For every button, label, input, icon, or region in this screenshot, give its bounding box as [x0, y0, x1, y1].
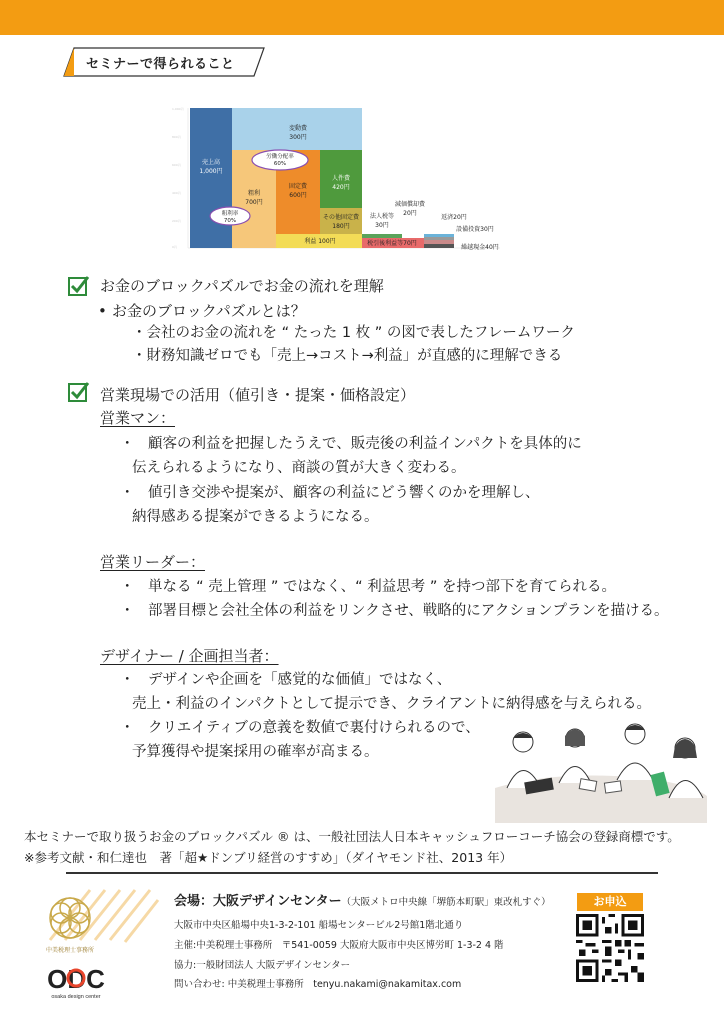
- label-profit: 利益 100円: [304, 238, 336, 245]
- label-capex: 設備投資30円: [456, 226, 494, 233]
- label-depr-1: 減価償却費: [394, 201, 426, 208]
- svg-text:200円: 200円: [172, 219, 181, 223]
- section-heading: [60, 46, 265, 76]
- label-other-1: その他固定費: [322, 214, 360, 221]
- svg-text:0円: 0円: [172, 245, 177, 249]
- label-repay: 返済20円: [441, 214, 467, 221]
- bubble-labor-ratio-label: 労働分配率: [266, 154, 294, 160]
- check1-sub: お金のブロックパズルとは？: [112, 302, 306, 320]
- meeting-illustration: [485, 718, 710, 823]
- label-depr-2: 20円: [403, 210, 417, 217]
- apply-button[interactable]: お申込: [577, 893, 643, 911]
- checkbox-icon: [68, 275, 90, 297]
- label-tax-1: 法人税等: [369, 213, 395, 220]
- label-sales-1: 売上高: [201, 159, 221, 166]
- bubble-labor-ratio: [252, 150, 308, 170]
- bullet: ・: [120, 672, 135, 688]
- label-variable-1: 変動費: [288, 125, 308, 132]
- top-accent-bar: [0, 0, 724, 35]
- svg-text:400円: 400円: [172, 191, 181, 195]
- label-tax-2: 30円: [375, 222, 389, 229]
- bubble-gross-ratio-value: 70%: [223, 218, 237, 224]
- designer-item-1-a: デザインや企画を「感覚的な価値」ではなく、: [148, 672, 452, 688]
- block-repay: [424, 237, 454, 240]
- logo-org-name: 中美税理士事務所: [45, 947, 95, 954]
- sales-item-2-b: 納得感ある提案ができるようになる。: [132, 509, 379, 525]
- designer-item-2-a: クリエイティブの意義を数値で裏付けられるので、: [148, 720, 480, 736]
- bullet: ・: [120, 485, 135, 501]
- leader-item-1: 単なる “ 売上管理 ” ではなく、“ 利益思考 ” を持つ部下を育てられる。: [148, 579, 617, 595]
- label-labor-1: 人件費: [331, 175, 351, 182]
- label-gross-1: 粗利: [247, 190, 261, 197]
- group-sales-title: 営業マン：: [100, 409, 176, 427]
- designer-item-2-b: 予算獲得や提案採用の確率が高まる。: [132, 744, 379, 760]
- check1-heading: お金のブロックパズルでお金の流れを理解: [100, 277, 384, 295]
- label-variable-2: 300円: [289, 134, 307, 141]
- block-other-fixed: [320, 208, 362, 234]
- check1-item-2: ・財務知識ゼロでも「売上→コスト→利益」が直感的に理解できる: [132, 348, 563, 364]
- label-after-tax: 税引後利益等70円: [367, 240, 417, 247]
- block-depreciation: [424, 234, 454, 237]
- venue-access: （大阪メトロ中央線「堺筋本町駅」東改札すぐ）: [341, 897, 551, 908]
- sales-item-2-a: 値引き交渉や提案が、顧客の利益にどう響くのかを理解し、: [148, 485, 540, 501]
- bullet: ・: [120, 720, 135, 736]
- footer-logos: [30, 880, 160, 1016]
- check2-heading: 営業現場での活用（値引き・提案・価格設定）: [100, 386, 416, 404]
- label-sales-2: 1,000円: [199, 168, 223, 175]
- label-other-2: 180円: [332, 223, 350, 230]
- contact-info: 問い合わせ: 中美税理士事務所 tenyu.nakami@nakamitax.com: [174, 979, 462, 990]
- bullet: ・: [120, 436, 135, 452]
- group-designer-title: デザイナー / 企画担当者：: [100, 647, 279, 665]
- checkbox-icon: [68, 381, 90, 403]
- group-leader-title: 営業リーダー：: [100, 553, 206, 571]
- label-labor-2: 420円: [332, 184, 350, 191]
- trademark-note: 本セミナーで取り扱うお金のブロックパズル ® は、一般社団法人日本キャッシュフローコーチ協会の登録商標です。: [24, 829, 680, 844]
- bullet: ・: [120, 603, 135, 619]
- check1-item-1: ・会社のお金の流れを “ たった 1 枚 ” の図で表したフレームワーク: [132, 325, 575, 341]
- leader-item-2: 部署目標と会社全体の利益をリンクさせ、戦略的にアクションプランを描ける。: [148, 603, 669, 619]
- sales-item-1-b: 伝えられるようになり、商談の質が大きく変わる。: [132, 460, 466, 476]
- host-info: 主催:中美税理士事務所 〒541-0059 大阪府大阪市中央区博労町 1-3-2 4 階: [174, 940, 504, 951]
- qr-code-icon[interactable]: [576, 914, 644, 982]
- venue-label: 会場：大阪デザインセンター: [174, 894, 342, 909]
- designer-item-1-b: 売上・利益のインパクトとして提示でき、クライアントに納得感を与えられる。: [132, 696, 651, 712]
- block-carry: [424, 244, 454, 248]
- bubble-gross-ratio-label: 粗利率: [221, 211, 239, 217]
- block-sales: [190, 108, 232, 248]
- reference-note: ※参考文献・和仁達也 著「超★ドンブリ経営のすすめ」（ダイヤモンド社、2013 年）: [24, 850, 513, 865]
- label-gross-2: 700円: [245, 199, 263, 206]
- section-title: セミナーで得られること: [86, 57, 235, 72]
- odc-logo-text: ODC: [47, 964, 105, 994]
- svg-text:1,000円: 1,000円: [172, 107, 184, 111]
- venue-address: 大阪市中央区船場中央1-3-2-101 船場センタービル2号館1階北通り: [174, 920, 464, 931]
- sales-item-1-a: 顧客の利益を把握したうえで、販売後の利益インパクトを具体的に: [148, 436, 582, 452]
- svg-text:800円: 800円: [172, 135, 181, 139]
- bubble-gross-ratio: [210, 207, 250, 225]
- footer-divider: [66, 872, 658, 874]
- check1-sub-dot: •: [98, 302, 107, 320]
- block-capex: [424, 240, 454, 244]
- bubble-labor-ratio-value: 60%: [273, 161, 287, 167]
- odc-logo-sub: osaka design center: [51, 994, 101, 1000]
- label-fixed-1: 固定費: [288, 183, 308, 190]
- coop-info: 協力:一般財団法人 大阪デザインセンター: [174, 960, 351, 971]
- svg-text:600円: 600円: [172, 163, 181, 167]
- label-carry: 繰越現金40円: [461, 244, 499, 251]
- block-puzzle-figure: [170, 100, 510, 260]
- venue-title: [174, 890, 551, 909]
- label-fixed-2: 600円: [289, 192, 307, 199]
- block-tax: [362, 234, 402, 238]
- bullet: ・: [120, 579, 135, 595]
